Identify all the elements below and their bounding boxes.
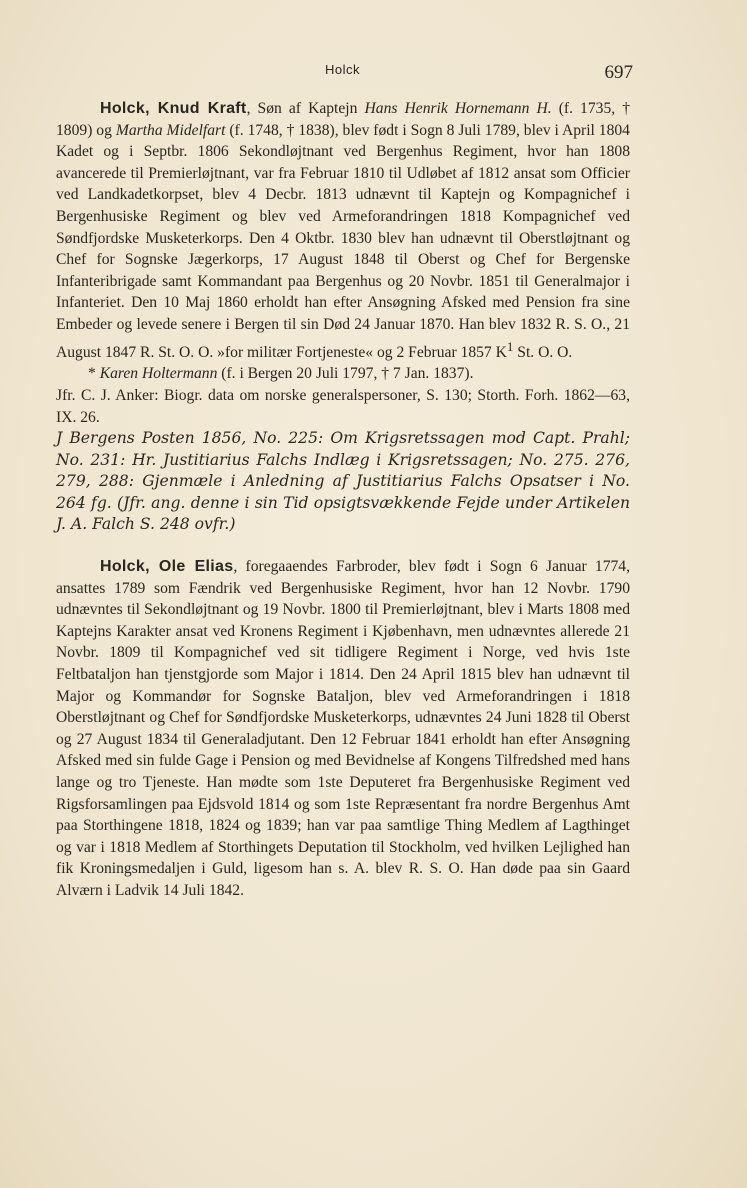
father-name: Hans Henrik Hornemann H. <box>364 100 552 117</box>
mother-name: Martha Midelfart <box>115 121 226 139</box>
reference-note: Jfr. C. J. Anker: Biogr. data om norske generalspersoner, S. 130; Storth. Forh. 1862—63, IX. 26. <box>56 386 630 426</box>
entry-knud-kraft-holck <box>56 98 630 536</box>
page-body <box>56 98 630 902</box>
page-header <box>56 62 633 84</box>
running-head: Holck <box>324 62 360 77</box>
page-number: 697 <box>604 62 633 83</box>
entry-paragraph: Holck, Knud Kraft, Søn af Kaptejn Hans Henrik Hornemann H. (f. 1735, † 1809) og Martha Midelfart (f. 1748, † 1838), blev født i Sogn 8 Juli 1789, blev i April 1804 Kadet og i Septbr. 1806 Sekondløjtnant ved Bergenhus Regiment, hvor han 1808 avancerede til Premierløjtnant, var fra Februar 1810 til Udløbet af 1812 ansat som Officier ved Landkadetkorpset, blev 4 Decbr. 1813 udnævnt til Kaptejn og Kompagnichef i Bergenhusiske Regiment og blev ved Armeforandringen 1818 Kompagnichef ved Søndfjordske Musketerkorps. Den 4 Oktbr. 1830 blev han udnævnt til Oberstløjtnant og Chef for Sognske Jægerkorps, 17 August 1848 til Oberst og Chef for Bergenske Infanteribrigade samt Kommandant paa Bergenhus og 20 Novbr. 1851 til Generalmajor i Infanteriet. Den 10 Maj 1860 erholdt han efter Ansøgning Afsked med Pension fra sine Embeder og levede senere i Bergen til sin Død 24 Januar 1870. Han blev 1832 R. S. O., 21 August 1847 R. St. O. O. »for militær Fortjeneste« og 2 Februar 1857 $K^1$ St. O. O. <box>56 100 631 361</box>
entry-name: Holck, Knud Kraft <box>100 100 247 117</box>
spouse-name: Karen Holtermann <box>99 365 218 383</box>
entry-name: Holck, Ole Elias <box>100 558 234 576</box>
entry-paragraph: Holck, Ole Elias, foregaaendes Farbroder, blev født i Sogn 6 Januar 1774, ansattes 1789 som Fændrik ved Bergenhusiske Regiment, hvor han 12 Novbr. 1790 udnævntes til Sekondløjtnant og 19 Novbr. 1800 til Premierløjtnant, blev i Marts 1808 med Kaptejns Karakter ansat ved Kronens Regiment i Kjøbenhavn, men udnævntes allerede 21 Novbr. 1809 til Kompagnichef ved sit tidligere Regiment i Norge, ved hvis 1ste Feltbataljon han tjenstgjorde som Major i 1814. Den 24 April 1815 blev han udnævnt til Major og Kommandør for Sognske Bataljon, blev ved Armeforandringen i 1818 Oberstløjtnant og Chef for Søndfjordske Musketerkorps, udnævntes 24 Juni 1828 til Oberst og 27 August 1834 til Generaladjutant. Den 12 Februar 1841 erholdt han efter Ansøgning Afsked med sin fulde Gage i Pension og med Bevidnelse af Kongens Tilfredshed med hans lange og tro Tjeneste. Han mødte som 1ste Deputeret fra Bergenhusiske Regiment ved Rigsforsamlingen paa Ejdsvold 1814 og som 1ste Repræsentant fra nordre Bergenhus Amt paa Storthingene 1818, 1824 og 1839; han var paa samtlige Thing Medlem af Lagthinget og var i 1818 Medlem af Storthingets Deputation til Stockholm, ved hvilken Lejlighed han fik Kroningsmedaljen i Guld, ligesom han s. A. blev R. S. O. Han døde paa sin Gaard Alværn i Ladvik 14 Juli 1842. <box>56 558 630 899</box>
spouse-line: * Karen Holtermann (f. i Bergen 20 Juli 1797, † 7 Jan. 1837). <box>88 365 474 383</box>
fraktur-reference: J Bergens Posten 1856, No. 225: Om Krigsretssagen mod Capt. Prahl; No. 231: Hr. Justitiarius Falchs Indlæg i Krigsretssagen; No. 275. 276, 279, 288: Gjenmæle i Anledning af Justitiarius Falchs Opsatser i No. 264 fg. (Jfr. ang. denne i sin Tid opsigtsvækkende Fejde under Artikelen J. A. Falch S. 248 ovfr.) <box>56 429 630 534</box>
entry-ole-elias-holck <box>56 556 630 902</box>
